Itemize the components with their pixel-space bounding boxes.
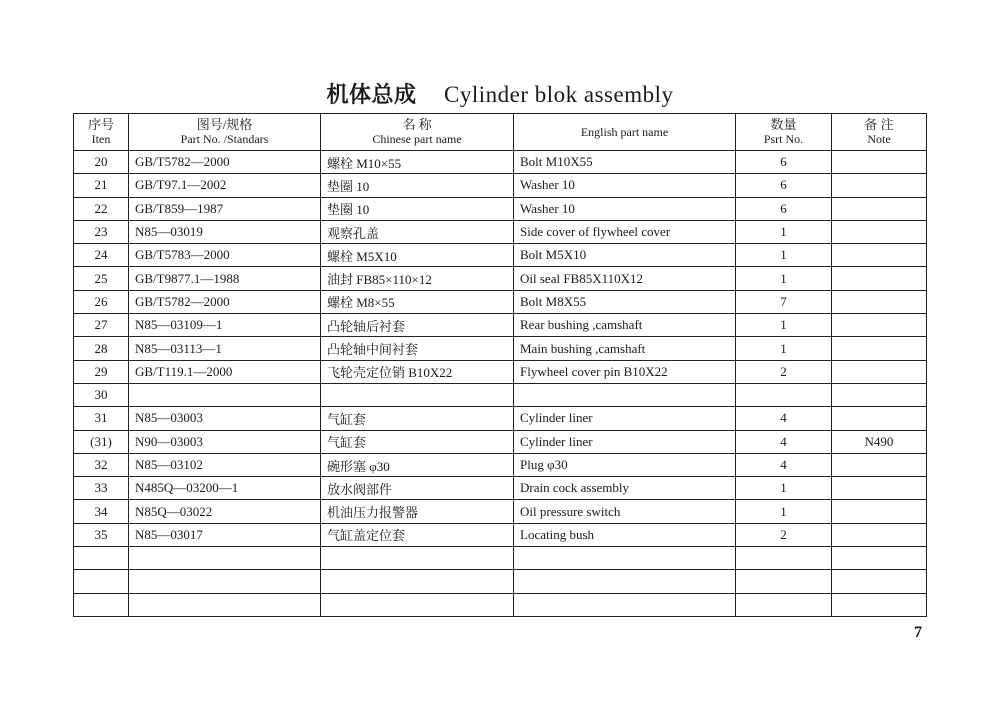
cell-note <box>832 360 927 383</box>
table-row <box>74 430 927 453</box>
cell-part-no <box>129 593 321 616</box>
cell-quantity: 1 <box>736 244 832 267</box>
cell-english-name: Bolt M5X10 <box>514 244 736 267</box>
table-row <box>74 407 927 430</box>
cell-english-name: Cylinder liner <box>514 407 736 430</box>
cell-note <box>832 197 927 220</box>
cell-english-name: Washer 10 <box>514 197 736 220</box>
cell-note <box>832 523 927 546</box>
table-row <box>74 174 927 197</box>
cell-item-no <box>74 593 129 616</box>
cell-item-no <box>74 547 129 570</box>
cell-chinese-name: 气缸盖定位套 <box>321 523 514 546</box>
cell-part-no: GB/T9877.1—1988 <box>129 267 321 290</box>
cell-part-no: N85—03102 <box>129 453 321 476</box>
page-title <box>0 78 1000 109</box>
cell-part-no: N85—03003 <box>129 407 321 430</box>
table-row <box>74 360 927 383</box>
cell-chinese-name: 观察孔盖 <box>321 220 514 243</box>
cell-item-no: (31) <box>74 430 129 453</box>
cell-chinese-name: 垫圈 10 <box>321 197 514 220</box>
table-row <box>74 523 927 546</box>
cell-part-no: N485Q—03200—1 <box>129 477 321 500</box>
cell-chinese-name: 机油压力报警器 <box>321 500 514 523</box>
cell-item-no: 28 <box>74 337 129 360</box>
cell-english-name <box>514 383 736 406</box>
table-row <box>74 151 927 174</box>
cell-note <box>832 407 927 430</box>
cell-note <box>832 477 927 500</box>
title-chinese: 机体总成 <box>326 83 417 108</box>
cell-note <box>832 593 927 616</box>
cell-chinese-name: 气缸套 <box>321 430 514 453</box>
cell-chinese-name: 垫圈 10 <box>321 174 514 197</box>
cell-quantity: 1 <box>736 220 832 243</box>
cell-quantity: 1 <box>736 314 832 337</box>
cell-chinese-name: 螺栓 M5X10 <box>321 244 514 267</box>
cell-item-no: 24 <box>74 244 129 267</box>
cell-quantity: 6 <box>736 174 832 197</box>
cell-note <box>832 220 927 243</box>
cell-chinese-name: 油封 FB85×110×12 <box>321 267 514 290</box>
cell-part-no: GB/T119.1—2000 <box>129 360 321 383</box>
cell-item-no <box>74 570 129 593</box>
cell-chinese-name: 碗形塞 φ30 <box>321 453 514 476</box>
cell-item-no: 35 <box>74 523 129 546</box>
cell-english-name: Cylinder liner <box>514 430 736 453</box>
cell-part-no: N85—03109—1 <box>129 314 321 337</box>
cell-chinese-name: 凸轮轴中间衬套 <box>321 337 514 360</box>
cell-chinese-name <box>321 570 514 593</box>
cell-quantity: 1 <box>736 477 832 500</box>
table-row <box>74 500 927 523</box>
cell-english-name <box>514 593 736 616</box>
cell-item-no: 34 <box>74 500 129 523</box>
cell-item-no: 25 <box>74 267 129 290</box>
table-row <box>74 453 927 476</box>
cell-part-no: N85—03019 <box>129 220 321 243</box>
cell-note <box>832 314 927 337</box>
cell-note <box>832 151 927 174</box>
table-row <box>74 314 927 337</box>
cell-english-name: Flywheel cover pin B10X22 <box>514 360 736 383</box>
table-row <box>74 220 927 243</box>
cell-note <box>832 500 927 523</box>
cell-item-no: 20 <box>74 151 129 174</box>
table-row <box>74 477 927 500</box>
cell-chinese-name: 飞轮壳定位销 B10X22 <box>321 360 514 383</box>
cell-chinese-name: 螺栓 M8×55 <box>321 290 514 313</box>
header-english-name: English part name <box>514 114 736 151</box>
cell-chinese-name <box>321 383 514 406</box>
cell-part-no <box>129 570 321 593</box>
cell-quantity <box>736 593 832 616</box>
cell-part-no: GB/T5782—2000 <box>129 290 321 313</box>
cell-quantity: 1 <box>736 500 832 523</box>
cell-part-no: N85—03113—1 <box>129 337 321 360</box>
cell-note: N490 <box>832 430 927 453</box>
cell-english-name: Drain cock assembly <box>514 477 736 500</box>
table-row <box>74 593 927 616</box>
page-number: 7 <box>914 624 922 641</box>
cell-english-name: Plug φ30 <box>514 453 736 476</box>
cell-item-no: 32 <box>74 453 129 476</box>
cell-item-no: 21 <box>74 174 129 197</box>
header-quantity: 数量 Psrt No. <box>736 114 832 151</box>
header-chinese-name: 名 称 Chinese part name <box>321 114 514 151</box>
cell-quantity: 1 <box>736 267 832 290</box>
cell-chinese-name: 凸轮轴后衬套 <box>321 314 514 337</box>
cell-english-name <box>514 547 736 570</box>
cell-quantity <box>736 547 832 570</box>
cell-part-no: GB/T859—1987 <box>129 197 321 220</box>
cell-note <box>832 547 927 570</box>
cell-quantity: 2 <box>736 523 832 546</box>
cell-chinese-name: 气缸套 <box>321 407 514 430</box>
cell-quantity <box>736 570 832 593</box>
cell-chinese-name: 放水阀部件 <box>321 477 514 500</box>
header-item-no: 序号 Iten <box>74 114 129 151</box>
cell-english-name: Locating bush <box>514 523 736 546</box>
cell-note <box>832 453 927 476</box>
table-header-row <box>74 114 927 151</box>
cell-item-no: 31 <box>74 407 129 430</box>
cell-quantity: 7 <box>736 290 832 313</box>
cell-part-no <box>129 547 321 570</box>
table-row <box>74 197 927 220</box>
cell-note <box>832 337 927 360</box>
cell-item-no: 22 <box>74 197 129 220</box>
cell-item-no: 33 <box>74 477 129 500</box>
cell-english-name: Main bushing ,camshaft <box>514 337 736 360</box>
cell-part-no: N85Q—03022 <box>129 500 321 523</box>
header-part-no: 图号/规格 Part No. /Standars <box>129 114 321 151</box>
table-row <box>74 547 927 570</box>
table-row <box>74 570 927 593</box>
cell-part-no <box>129 383 321 406</box>
cell-chinese-name <box>321 593 514 616</box>
cell-part-no: N85—03017 <box>129 523 321 546</box>
title-english: Cylinder blok assembly <box>444 82 674 107</box>
table-row <box>74 290 927 313</box>
cell-english-name: Washer 10 <box>514 174 736 197</box>
cell-chinese-name: 螺栓 M10×55 <box>321 151 514 174</box>
cell-chinese-name <box>321 547 514 570</box>
cell-english-name: Oil pressure switch <box>514 500 736 523</box>
cell-item-no: 27 <box>74 314 129 337</box>
cell-note <box>832 267 927 290</box>
cell-note <box>832 244 927 267</box>
cell-part-no: GB/T97.1—2002 <box>129 174 321 197</box>
cell-item-no: 26 <box>74 290 129 313</box>
cell-quantity: 4 <box>736 407 832 430</box>
cell-item-no: 23 <box>74 220 129 243</box>
cell-note <box>832 383 927 406</box>
cell-part-no: N90—03003 <box>129 430 321 453</box>
parts-table <box>73 113 927 617</box>
cell-quantity: 4 <box>736 430 832 453</box>
cell-quantity: 4 <box>736 453 832 476</box>
cell-english-name: Bolt M10X55 <box>514 151 736 174</box>
cell-quantity <box>736 383 832 406</box>
cell-item-no: 30 <box>74 383 129 406</box>
cell-quantity: 6 <box>736 151 832 174</box>
cell-note <box>832 570 927 593</box>
cell-note <box>832 290 927 313</box>
cell-english-name <box>514 570 736 593</box>
cell-quantity: 2 <box>736 360 832 383</box>
cell-english-name: Bolt M8X55 <box>514 290 736 313</box>
cell-note <box>832 174 927 197</box>
table-row <box>74 337 927 360</box>
table-row <box>74 383 927 406</box>
cell-item-no: 29 <box>74 360 129 383</box>
table-row <box>74 244 927 267</box>
cell-english-name: Side cover of flywheel cover <box>514 220 736 243</box>
cell-quantity: 1 <box>736 337 832 360</box>
cell-english-name: Oil seal FB85X110X12 <box>514 267 736 290</box>
table-row <box>74 267 927 290</box>
cell-english-name: Rear bushing ,camshaft <box>514 314 736 337</box>
header-note: 备 注 Note <box>832 114 927 151</box>
cell-part-no: GB/T5783—2000 <box>129 244 321 267</box>
cell-part-no: GB/T5782—2000 <box>129 151 321 174</box>
cell-quantity: 6 <box>736 197 832 220</box>
